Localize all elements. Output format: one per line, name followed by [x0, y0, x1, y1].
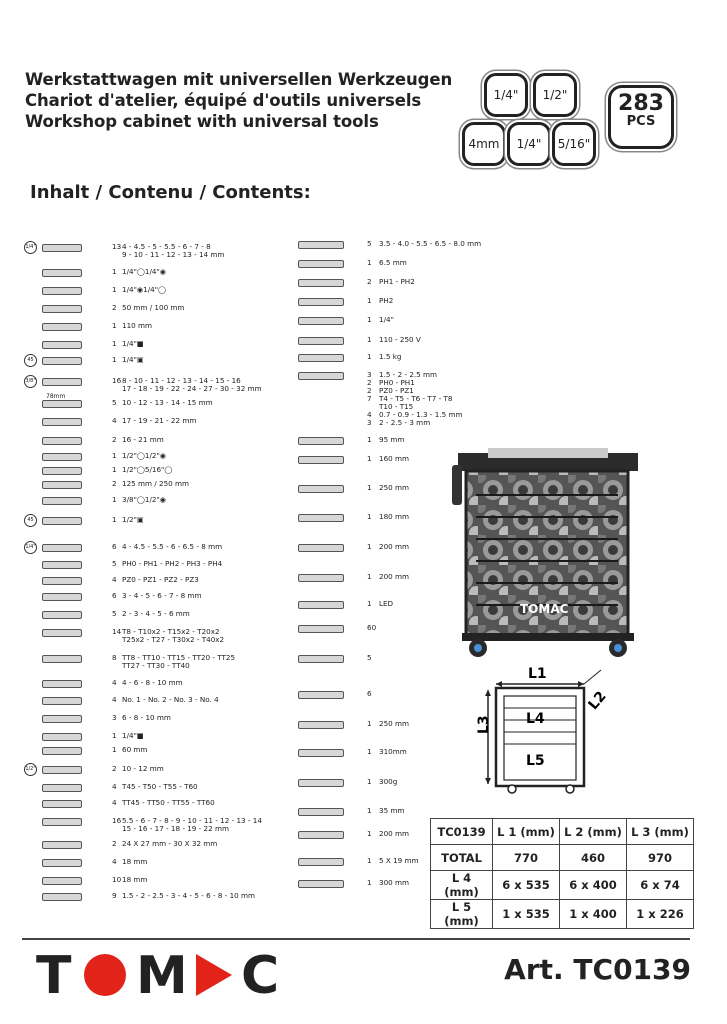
- item-description: 16 - 21 mm: [122, 435, 164, 444]
- item-description: T4 - T5 - T6 - T7 - T8: [379, 394, 453, 403]
- item-size-label: 78mm: [46, 393, 66, 400]
- item-quantity: 1: [367, 258, 372, 267]
- item-quantity: 1: [112, 339, 117, 348]
- item-quantity: 1: [367, 719, 372, 728]
- punch-icon: [298, 808, 344, 817]
- item-description: 310mm: [379, 747, 407, 756]
- item-quantity: 3: [367, 418, 372, 427]
- item-description: 200 mm: [379, 542, 410, 551]
- contents-heading: Inhalt / Contenu / Contents:: [30, 182, 311, 203]
- spec-cell: L 5 (mm): [431, 900, 493, 929]
- flat-screwdriver-icon: [298, 260, 344, 269]
- item-description: 200 mm: [379, 572, 410, 581]
- bit-socket-icon: [42, 784, 82, 793]
- item-quantity: 16: [112, 816, 122, 825]
- drive-badge-1-2: 1/2": [533, 73, 577, 117]
- item-description: 18 mm: [122, 857, 148, 866]
- bit-socket-icon: [42, 655, 82, 664]
- item-quantity: 10: [112, 875, 122, 884]
- knife-blades-icon: [42, 877, 82, 886]
- item-description: 300 mm: [379, 878, 410, 887]
- item-description: 95 mm: [379, 435, 405, 444]
- item-quantity: 2: [112, 839, 117, 848]
- item-description: 1/4"▣: [122, 355, 144, 364]
- item-description: 110 - 250 V: [379, 335, 421, 344]
- item-description: 1.5 - 2 - 2.5 mm: [379, 370, 438, 379]
- bit-badge-1-4: 1/4": [507, 122, 551, 166]
- ruler-icon: [298, 880, 344, 889]
- spec-cell: 1 x 535: [493, 900, 560, 929]
- piece-count-badge: [608, 85, 674, 149]
- item-description: 6 - 8 - 10 mm: [122, 713, 171, 722]
- item-quantity: 1: [112, 321, 117, 330]
- drive-badge-1-4: 1/4": [484, 73, 528, 117]
- item-quantity: 4: [112, 416, 117, 425]
- logo-letter-c: C: [241, 946, 280, 1006]
- item-description: 10 - 12 mm: [122, 764, 164, 773]
- spec-cell: 1 x 400: [560, 900, 627, 929]
- item-quantity: 1: [367, 572, 372, 581]
- item-description: 1/2"◯5/16"◯: [122, 465, 173, 474]
- piece-count-number: 283: [618, 91, 664, 116]
- item-description: 17 - 19 - 21 - 22 mm: [122, 416, 197, 425]
- item-quantity: 4: [112, 782, 117, 791]
- item-description: 0.7 - 0.9 - 1.3 - 1.5 mm: [379, 410, 463, 419]
- item-quantity: 4: [112, 575, 117, 584]
- bit-badge-4mm: 4mm: [462, 122, 506, 166]
- tape-measure-icon: [298, 858, 344, 867]
- bit-extension-icon: [42, 747, 82, 756]
- item-quantity: 6: [112, 542, 117, 551]
- phillips-screwdriver-icon: [298, 298, 344, 307]
- item-description: T45 - T50 - T55 - T60: [122, 782, 198, 791]
- item-quantity: 13: [112, 242, 122, 251]
- item-description: PZ0 - PZ1 - PZ2 - PZ3: [122, 575, 199, 584]
- item-quantity: 1: [367, 829, 372, 838]
- item-description: 1/2"◯1/2"◉: [122, 451, 167, 460]
- item-quantity: 1: [367, 806, 372, 815]
- deep-socket-icon: [42, 418, 82, 427]
- item-description: 4 - 4.5 - 5 - 5.5 - 6 - 7 - 8: [122, 242, 211, 251]
- file-set-icon: [298, 655, 344, 664]
- item-quantity: 2: [112, 479, 117, 488]
- item-description: 1/4": [379, 315, 394, 324]
- spec-cell: 6 x 400: [560, 871, 627, 900]
- item-description: 300g: [379, 777, 398, 786]
- spec-cell: 1 x 226: [627, 900, 694, 929]
- item-description: 60 mm: [122, 745, 148, 754]
- hammer-icon: [298, 354, 344, 363]
- item-description: 3 - 4 - 5 - 6 - 7 - 8 mm: [122, 591, 202, 600]
- item-description: 180 mm: [379, 512, 410, 521]
- item-description: 4 - 6 - 8 - 10 mm: [122, 678, 183, 687]
- item-description: 4 - 4.5 - 5.5 - 6 - 6.5 - 8 mm: [122, 542, 223, 551]
- item-quantity: 1: [367, 856, 372, 865]
- item-description: PH0 - PH1: [379, 378, 415, 387]
- item-description: 35 mm: [379, 806, 405, 815]
- bit-holder-icon: [42, 341, 82, 350]
- spec-row: [431, 845, 694, 871]
- spec-cell: 770: [493, 845, 560, 871]
- item-quantity: 5: [112, 559, 117, 568]
- spec-header-row: [431, 819, 694, 845]
- item-description: PH2: [379, 296, 394, 305]
- logo-letter-m: M: [136, 946, 188, 1006]
- bit-socket-icon: [42, 715, 82, 724]
- bit-socket-icon: [42, 561, 82, 570]
- item-quantity: 1: [112, 515, 117, 524]
- bit-socket-icon: [42, 800, 82, 809]
- item-description: 125 mm / 250 mm: [122, 479, 190, 488]
- hex-key-set-icon: [42, 893, 82, 902]
- dimension-diagram: [476, 660, 616, 795]
- spinner-handle-icon: [42, 323, 82, 332]
- 3/8-socket-set-icon: [42, 378, 82, 387]
- item-description: T8 - T10x2 - T15x2 - T20x2: [122, 627, 220, 636]
- item-quantity: 1: [367, 599, 372, 608]
- hacksaw-icon: [298, 749, 344, 758]
- spec-cell: 6 x 74: [627, 871, 694, 900]
- item-quantity: 4: [112, 857, 117, 866]
- extension-bar-icon: [42, 481, 82, 490]
- item-description: 24 X 27 mm - 30 X 32 mm: [122, 839, 218, 848]
- item-quantity: 1: [367, 542, 372, 551]
- item-quantity: 1: [367, 512, 372, 521]
- drive-size-icon: 1/2": [24, 763, 37, 776]
- dim-label-l5: L5: [526, 753, 545, 769]
- logo-triangle-icon: [196, 954, 232, 996]
- item-quantity: 60: [367, 623, 377, 632]
- item-description-line2: 17 - 18 - 19 - 22 - 24 - 27 - 30 - 32 mm: [122, 384, 262, 393]
- item-description: 1/4"◯1/4"◉: [122, 267, 167, 276]
- item-quantity: 1: [367, 747, 372, 756]
- item-quantity: 2: [112, 303, 117, 312]
- adapter-icon: [42, 287, 82, 296]
- adapter-icon: [42, 497, 82, 506]
- item-quantity: 1: [112, 267, 117, 276]
- item-quantity: 1: [112, 465, 117, 474]
- led-lamp-icon: [298, 601, 344, 610]
- item-quantity: 8: [112, 653, 117, 662]
- dim-label-l4: L4: [526, 711, 545, 727]
- item-description: 1/4"◉1/4"◯: [122, 285, 167, 294]
- item-quantity: 1: [367, 454, 372, 463]
- bit-set-icon: [298, 372, 344, 381]
- footer-divider: [22, 938, 690, 940]
- item-description: 3.5 - 4.0 - 5.5 - 6.5 - 8.0 mm: [379, 239, 482, 248]
- item-description: 10 - 12 - 13 - 14 - 15 mm: [122, 398, 213, 407]
- item-quantity: 1: [112, 731, 117, 740]
- item-quantity: 1: [112, 285, 117, 294]
- long-nose-pliers-icon: [298, 544, 344, 553]
- bit-socket-icon: [42, 611, 82, 620]
- item-quantity: 4: [112, 798, 117, 807]
- spec-row: [431, 871, 694, 900]
- item-quantity: 4: [112, 695, 117, 704]
- chisel-set-icon: [298, 691, 344, 700]
- item-description: 1/2"▣: [122, 515, 144, 524]
- item-quantity: 16: [112, 376, 122, 385]
- item-description: 1.5 kg: [379, 352, 402, 361]
- ratchet-icon: [42, 517, 82, 526]
- item-quantity: 1: [112, 495, 117, 504]
- tomac-logo: [36, 946, 286, 1006]
- item-quantity: 6: [112, 591, 117, 600]
- item-quantity: 1: [367, 296, 372, 305]
- item-quantity: 1: [367, 878, 372, 887]
- item-quantity: 1: [112, 355, 117, 364]
- item-description: 2 - 2.5 - 3 mm: [379, 418, 431, 427]
- flat-screwdriver-icon: [298, 241, 344, 250]
- spec-header-cell: TC0139: [431, 819, 493, 845]
- item-description-line2: 15 - 16 - 17 - 18 - 19 - 22 mm: [122, 824, 229, 833]
- item-description: 18 mm: [122, 875, 148, 884]
- item-quantity: 1: [112, 451, 117, 460]
- extension-bar-icon: [42, 305, 82, 314]
- item-quantity: 1: [367, 777, 372, 786]
- cabinet-brand-label: TOMAC: [520, 602, 569, 616]
- item-description: T10 - T15: [379, 402, 414, 411]
- item-quantity: 3: [367, 370, 372, 379]
- item-quantity: 6: [367, 689, 372, 698]
- drive-size-icon: 45: [24, 514, 37, 527]
- item-description: 1/4"■: [122, 731, 144, 740]
- piece-count-unit: PCS: [626, 114, 656, 129]
- logo-circle-icon: [84, 954, 126, 996]
- item-quantity: 1: [367, 335, 372, 344]
- combination-pliers-icon: [298, 514, 344, 523]
- 1/4-socket-set-icon: [42, 244, 82, 253]
- item-quantity: 5: [367, 653, 372, 662]
- item-quantity: 2: [367, 277, 372, 286]
- ratchet-icon: [42, 357, 82, 366]
- locking-pliers-icon: [298, 574, 344, 583]
- item-description: 1.5 - 2 - 2.5 - 3 - 4 - 5 - 6 - 8 - 10 mm: [122, 891, 256, 900]
- item-description: 250 mm: [379, 483, 410, 492]
- hammer-icon: [298, 779, 344, 788]
- item-quantity: 1: [367, 483, 372, 492]
- dim-label-l1: L1: [528, 666, 547, 682]
- dim-label-l3: L3: [476, 715, 492, 734]
- bit-socket-icon: [42, 766, 82, 775]
- bit-holder-icon: [42, 733, 82, 742]
- item-description: 1/4"■: [122, 339, 144, 348]
- spec-header-cell: L 2 (mm): [560, 819, 627, 845]
- item-quantity: 5: [367, 239, 372, 248]
- drive-size-icon: 3/8": [24, 375, 37, 388]
- water-pump-pliers-icon: [298, 485, 344, 494]
- title-german: Werkstattwagen mit universellen Werkzeugen: [25, 70, 453, 89]
- item-description: TT8 - TT10 - TT15 - TT20 - TT25: [122, 653, 236, 662]
- spark-plug-socket-icon: [42, 437, 82, 446]
- spec-row: [431, 900, 694, 929]
- bit-socket-icon: [42, 629, 82, 638]
- item-quantity: 4: [112, 678, 117, 687]
- bit-socket-icon: [42, 577, 82, 586]
- article-number: Art. TC0139: [504, 953, 691, 986]
- item-description-line2: 9 - 10 - 11 - 12 - 13 - 14 mm: [122, 250, 225, 259]
- spec-cell: 970: [627, 845, 694, 871]
- spec-cell: 460: [560, 845, 627, 871]
- item-description-line2: T25x2 - T27 - T30x2 - T40x2: [122, 635, 225, 644]
- drive-size-icon: 1/4": [24, 241, 37, 254]
- item-quantity: 1: [367, 435, 372, 444]
- nut-driver-icon: [298, 317, 344, 326]
- phillips-screwdriver-icon: [298, 279, 344, 288]
- adapter-icon: [42, 467, 82, 476]
- title-english: Workshop cabinet with universal tools: [25, 112, 379, 131]
- adapter-icon: [42, 269, 82, 278]
- spec-cell: TOTAL: [431, 845, 493, 871]
- item-quantity: 1: [367, 352, 372, 361]
- dimension-spec-table: [430, 818, 694, 929]
- item-description: 6.5 mm: [379, 258, 407, 267]
- drive-size-icon: 45: [24, 354, 37, 367]
- bit-socket-icon: [42, 544, 82, 553]
- item-description: 5.5 - 6 - 7 - 8 - 9 - 10 - 11 - 12 - 13 - 14: [122, 816, 262, 825]
- item-description: 3/8"◯1/2"◉: [122, 495, 167, 504]
- logo-letter-t: T: [36, 946, 72, 1006]
- item-quantity: 2: [367, 378, 372, 387]
- item-description: 200 mm: [379, 829, 410, 838]
- combination-wrench-icon: [42, 818, 82, 827]
- item-quantity: 2: [112, 435, 117, 444]
- bit-socket-icon: [42, 697, 82, 706]
- bit-socket-icon: [42, 593, 82, 602]
- item-description: 8 - 10 - 11 - 12 - 13 - 14 - 15 - 16: [122, 376, 241, 385]
- item-quantity: 5: [112, 398, 117, 407]
- item-description: LED: [379, 599, 394, 608]
- tool-cabinet-image: [448, 445, 643, 660]
- bit-socket-icon: [42, 680, 82, 689]
- title-french: Chariot d'atelier, équipé d'outils universels: [25, 91, 422, 110]
- item-quantity: 1: [112, 745, 117, 754]
- dim-label-l2: L2: [585, 688, 610, 714]
- item-description: 250 mm: [379, 719, 410, 728]
- item-quantity: 1: [367, 315, 372, 324]
- item-description: 110 mm: [122, 321, 153, 330]
- item-quantity: 7: [367, 394, 372, 403]
- item-description: PH1 - PH2: [379, 277, 415, 286]
- utility-knife-icon: [42, 859, 82, 868]
- item-quantity: 9: [112, 891, 117, 900]
- item-description: 2 - 3 - 4 - 5 - 6 mm: [122, 609, 190, 618]
- adapter-icon: [42, 453, 82, 462]
- cable-ties-icon: [298, 625, 344, 634]
- bit-badge-5-16: 5/16": [552, 122, 596, 166]
- item-description: 5 X 19 mm: [379, 856, 419, 865]
- item-quantity: 3: [112, 713, 117, 722]
- item-quantity: 4: [367, 410, 372, 419]
- spec-cell: L 4 (mm): [431, 871, 493, 900]
- item-description: 160 mm: [379, 454, 410, 463]
- bit-handle-icon: [298, 437, 344, 446]
- side-cutter-icon: [298, 456, 344, 465]
- item-description: PZ0 - PZ1: [379, 386, 414, 395]
- voltage-tester-icon: [298, 337, 344, 346]
- spec-header-cell: L 1 (mm): [493, 819, 560, 845]
- item-quantity: 2: [367, 386, 372, 395]
- item-description: 50 mm / 100 mm: [122, 303, 185, 312]
- item-description: PH0 - PH1 - PH2 - PH3 - PH4: [122, 559, 223, 568]
- spec-cell: 6 x 535: [493, 871, 560, 900]
- item-description-line2: TT27 - TT30 - TT40: [122, 661, 190, 670]
- spec-header-cell: L 3 (mm): [627, 819, 694, 845]
- double-open-wrench-icon: [42, 841, 82, 850]
- item-quantity: 14: [112, 627, 122, 636]
- item-quantity: 2: [112, 764, 117, 773]
- item-quantity: 5: [112, 609, 117, 618]
- adjustable-wrench-icon: [298, 721, 344, 730]
- item-description: TT45 - TT50 - TT55 - TT60: [122, 798, 215, 807]
- hook-pick-icon: [298, 831, 344, 840]
- drive-size-icon: 1/4": [24, 541, 37, 554]
- item-description: No. 1 - No. 2 - No. 3 - No. 4: [122, 695, 219, 704]
